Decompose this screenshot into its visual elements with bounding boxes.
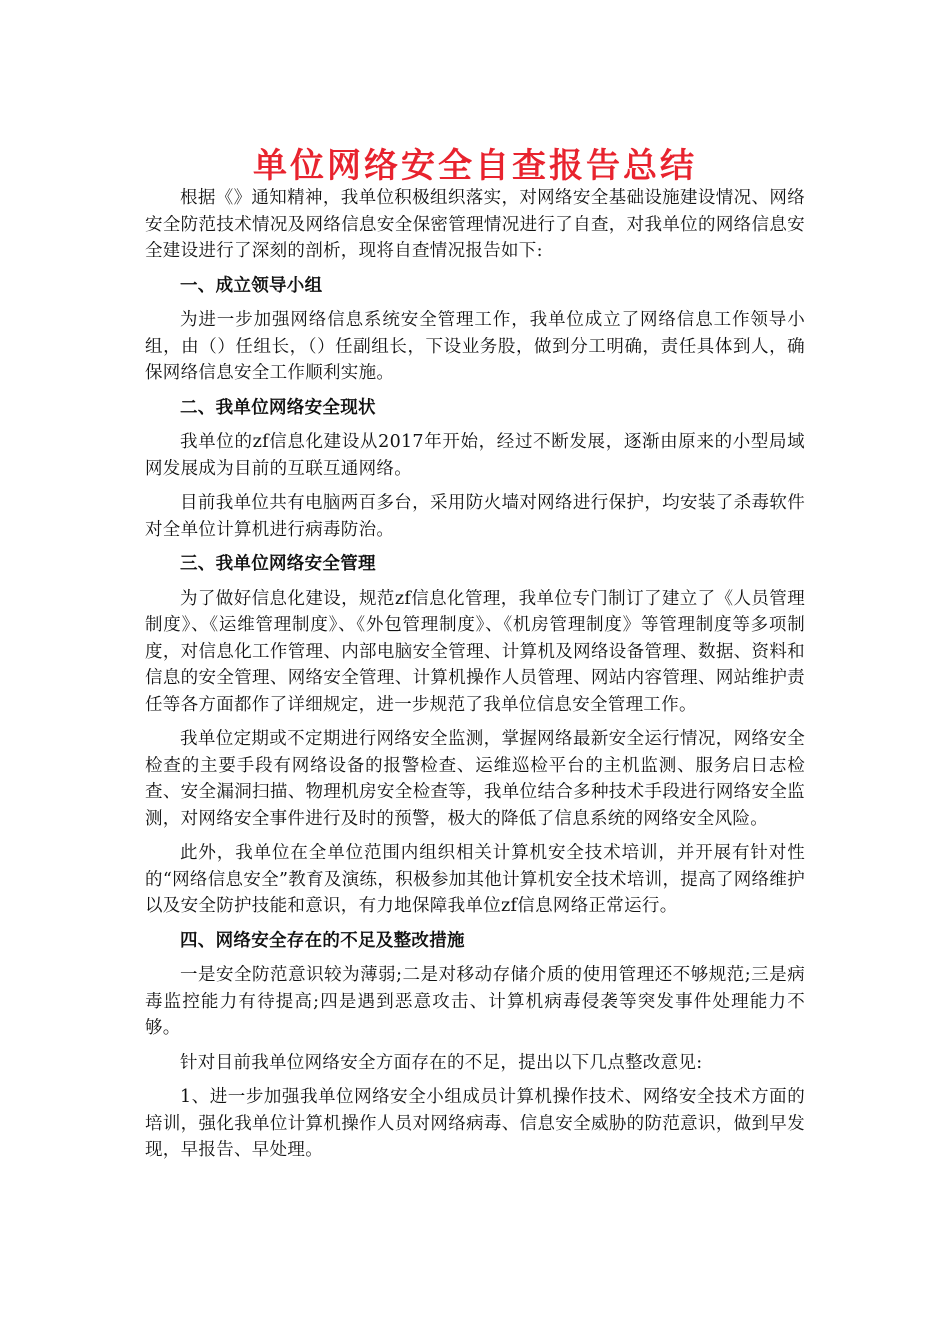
- section-heading-2: 二、我单位网络安全现状: [180, 397, 376, 418]
- page-title: 单位网络安全自查报告总结: [253, 146, 697, 186]
- section2-paragraph-2: 目前我单位共有电脑两百多台，采用防火墙对网络进行保护，均安装了杀毒软件对全单位计算机进行病毒防治。: [145, 493, 805, 540]
- section3-paragraph-3: 此外，我单位在全单位范围内组织相关计算机安全技术培训，并开展有针对性的“网络信息安全”教育及演练，积极参加其他计算机安全技术培训，提高了网络维护以及安全防护技能和意识，有力地保障我单位zf信息网络正常运行。: [145, 843, 805, 916]
- section1-paragraph-1: 为进一步加强网络信息系统安全管理工作，我单位成立了网络信息工作领导小组，由（）任组长，（）任副组长，下设业务股，做到分工明确，责任具体到人，确保网络信息安全工作顺利实施。: [145, 310, 805, 383]
- section2-paragraph-1: 我单位的zf信息化建设从2017年开始，经过不断发展，逐渐由原来的小型局域网发展成为目前的互联互通网络。: [145, 432, 805, 479]
- section4-paragraph-1: 一是安全防范意识较为薄弱;二是对移动存储介质的使用管理还不够规范;三是病毒监控能力有待提高;四是遇到恶意攻击、计算机病毒侵袭等突发事件处理能力不够。: [145, 965, 805, 1038]
- intro-paragraph: 根据《》通知精神，我单位积极组织落实，对网络安全基础设施建设情况、网络安全防范技术情况及网络信息安全保密管理情况进行了自查，对我单位的网络信息安全建设进行了深刻的剖析，现将自查情况报告如下:: [145, 188, 805, 261]
- section3-paragraph-2: 我单位定期或不定期进行网络安全监测，掌握网络最新安全运行情况，网络安全检查的主要手段有网络设备的报警检查、运维巡检平台的主机监测、服务启日志检查、安全漏洞扫描、物理机房安全检查等，我单位结合多种技术手段进行网络安全监测，对网络安全事件进行及时的预警，极大的降低了信息系统的网络安全风险。: [145, 729, 805, 829]
- section-heading-3: 三、我单位网络安全管理: [180, 554, 376, 574]
- section4-paragraph-3: 1、进一步加强我单位网络安全小组成员计算机操作技术、网络安全技术方面的培训，强化我单位计算机操作人员对网络病毒、信息安全威胁的防范意识，做到早发现，早报告、早处理。: [145, 1087, 805, 1160]
- section-heading-4: 四、网络安全存在的不足及整改措施: [180, 930, 465, 951]
- section4-paragraph-2: 针对目前我单位网络安全方面存在的不足，提出以下几点整改意见:: [180, 1052, 703, 1073]
- section3-paragraph-1: 为了做好信息化建设，规范zf信息化管理，我单位专门制订了建立了《人员管理制度》、《运维管理制度》、《外包管理制度》、《机房管理制度》等管理制度等多项制度，对信息化工作管理、内部电脑安全管理、计算机及网络设备管理、数据、资料和信息的安全管理、网络安全管理、计算机操作人员管理、网站内容管理、网站维护责任等各方面都作了详细规定，进一步规范了我单位信息安全管理工作。: [145, 588, 805, 715]
- section-heading-1: 一、成立领导小组: [180, 275, 323, 296]
- document-body: [145, 185, 805, 1172]
